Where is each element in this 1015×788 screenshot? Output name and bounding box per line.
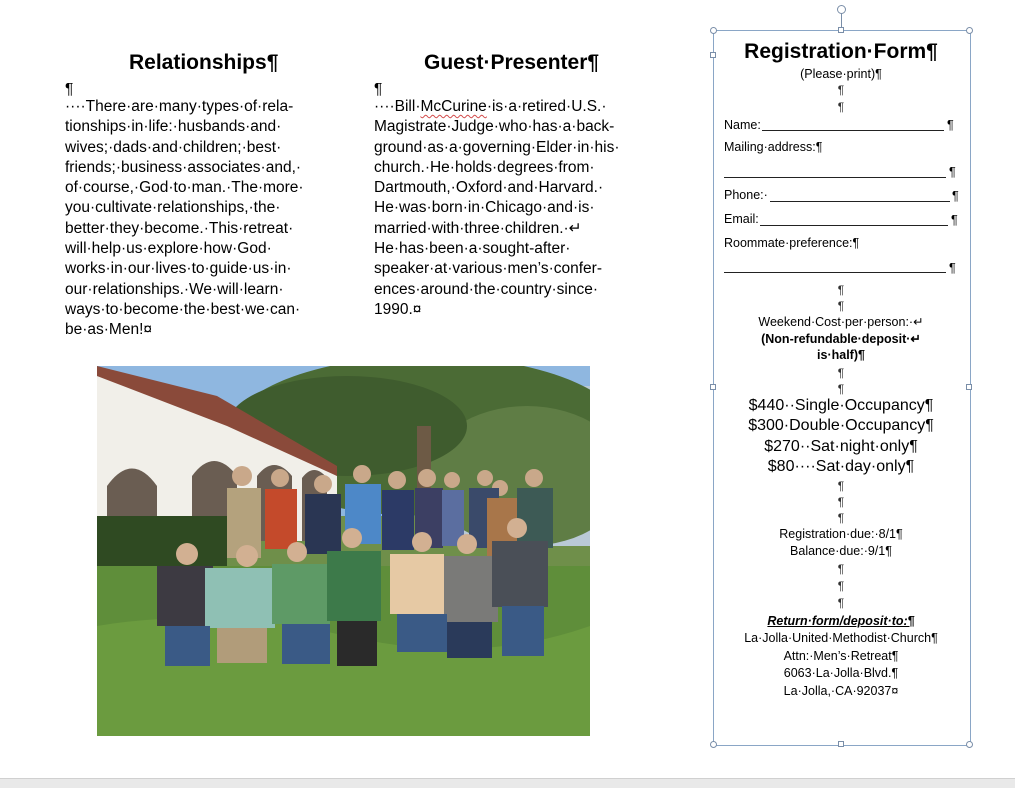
text-line: ences·around·the·country·since· bbox=[374, 280, 598, 298]
pilcrow: ¶ bbox=[837, 100, 845, 114]
registration-form-title[interactable]: Registration·Form¶ bbox=[744, 40, 938, 63]
price-double: $300·Double·Occupancy¶ bbox=[748, 417, 934, 434]
text-line: 1990.¤ bbox=[374, 300, 422, 318]
text-line: church.·He·holds·degrees·from· bbox=[374, 158, 595, 176]
text-line: married·with·three·children.·↵ bbox=[374, 219, 582, 237]
registration-due: Registration·due:·8/1¶ bbox=[779, 527, 903, 541]
pilcrow: ¶ bbox=[837, 283, 845, 297]
deposit-note-line2: is·half)¶ bbox=[817, 348, 865, 362]
pilcrow: ¶ bbox=[837, 83, 845, 97]
pilcrow: ¶ bbox=[951, 213, 958, 227]
pilcrow: ¶ bbox=[837, 299, 845, 313]
pilcrow: ¶ bbox=[837, 495, 845, 509]
pilcrow: ¶ bbox=[949, 165, 956, 179]
relationships-body[interactable] bbox=[65, 97, 304, 341]
text-line: wives;·dads·and·children;·best· bbox=[65, 138, 282, 156]
pilcrow: ¶ bbox=[837, 366, 845, 380]
text-line: of·course,·God·to·man.·The·more· bbox=[65, 179, 304, 197]
pilcrow: ¶ bbox=[837, 511, 845, 525]
price-sat-night: $270··Sat·night·only¶ bbox=[764, 438, 918, 455]
pilcrow: ¶ bbox=[837, 596, 845, 610]
pilcrow: ¶ bbox=[837, 562, 845, 576]
name-field-line[interactable] bbox=[762, 130, 944, 131]
rotate-handle[interactable] bbox=[837, 5, 846, 14]
text-line: friends;·business·associates·and,· bbox=[65, 158, 302, 176]
pilcrow: ¶ bbox=[952, 189, 959, 203]
phone-field-line[interactable] bbox=[770, 201, 950, 202]
relationships-pilcrow: ¶ bbox=[65, 81, 74, 98]
price-sat-day: $80····Sat·day·only¶ bbox=[767, 458, 915, 475]
group-photo[interactable] bbox=[97, 366, 590, 736]
resize-handle-bottom-left[interactable] bbox=[710, 741, 717, 748]
text-line: our·relationships.·We·will·learn· bbox=[65, 280, 284, 298]
please-print-note: (Please·print)¶ bbox=[800, 67, 882, 81]
balance-due: Balance·due:·9/1¶ bbox=[790, 544, 892, 558]
guest-presenter-pilcrow: ¶ bbox=[374, 81, 383, 98]
address-line: La·Jolla·United·Methodist·Church¶ bbox=[744, 631, 938, 645]
pilcrow: ¶ bbox=[947, 118, 954, 132]
return-form-label: Return·form/deposit·to:¶ bbox=[767, 614, 915, 628]
text-line: ····Bill·McCurine·is·a·retired·U.S.· bbox=[374, 98, 607, 115]
price-single: $440··Single·Occupancy¶ bbox=[748, 397, 934, 414]
mailing-address-field-line[interactable] bbox=[724, 177, 946, 178]
text-line: will·help·us·explore·how·God· bbox=[65, 240, 272, 258]
text-line: He·has·been·a·sought-after· bbox=[374, 240, 571, 258]
roommate-field-line[interactable] bbox=[724, 272, 946, 273]
text-line: Dartmouth,·Oxford·and·Harvard.· bbox=[374, 179, 604, 197]
text-line: speaker·at·various·men’s·confer- bbox=[374, 260, 602, 278]
address-line: La·Jolla,·CA·92037¤ bbox=[783, 684, 899, 698]
text-line: ground·as·a·governing·Elder·in·his· bbox=[374, 138, 620, 156]
text-line: ways·to·become·the·best·we·can· bbox=[65, 300, 301, 318]
address-line: 6063·La·Jolla·Blvd.¶ bbox=[783, 666, 899, 680]
pilcrow: ¶ bbox=[837, 579, 845, 593]
misspelled-word[interactable]: McCurine bbox=[420, 98, 487, 115]
roommate-preference-label: Roommate·preference:¶ bbox=[724, 236, 860, 250]
text-line: Magistrate·Judge·who·has·a·back- bbox=[374, 118, 615, 136]
text-line: He·was·born·in·Chicago·and·is· bbox=[374, 199, 595, 217]
mailing-address-label: Mailing·address:¶ bbox=[724, 140, 823, 154]
text-line: you·cultivate·relationships,·the· bbox=[65, 199, 281, 217]
address-line: Attn:·Men’s·Retreat¶ bbox=[783, 649, 899, 663]
guest-presenter-body[interactable] bbox=[374, 97, 620, 320]
text-line: be·as·Men!¤ bbox=[65, 321, 153, 339]
email-field-line[interactable] bbox=[760, 225, 948, 226]
weekend-cost-label: Weekend·Cost·per·person:·↵ bbox=[758, 315, 924, 329]
text-line: better·they·become.·This·retreat· bbox=[65, 219, 294, 237]
pilcrow: ¶ bbox=[837, 382, 845, 396]
name-label: Name: bbox=[724, 118, 761, 132]
pilcrow: ¶ bbox=[837, 479, 845, 493]
guest-presenter-heading[interactable]: Guest·Presenter¶ bbox=[424, 51, 600, 74]
resize-handle-bottom-right[interactable] bbox=[966, 741, 973, 748]
resize-handle-top-left[interactable] bbox=[710, 27, 717, 34]
text-line: ····There·are·many·types·of·rela- bbox=[65, 98, 294, 115]
phone-label: Phone:· bbox=[724, 188, 768, 202]
relationships-heading[interactable]: Relationships¶ bbox=[129, 51, 279, 74]
text-line: tionships·in·life:·husbands·and· bbox=[65, 118, 282, 136]
resize-handle-top[interactable] bbox=[838, 27, 844, 33]
email-label: Email: bbox=[724, 212, 759, 226]
resize-handle-top-right[interactable] bbox=[966, 27, 973, 34]
deposit-note-line1: (Non-refundable·deposit·↵ bbox=[761, 332, 921, 346]
resize-handle-bottom[interactable] bbox=[838, 741, 844, 747]
pilcrow: ¶ bbox=[949, 261, 956, 275]
text-line: works·in·our·lives·to·guide·us·in· bbox=[65, 260, 292, 278]
